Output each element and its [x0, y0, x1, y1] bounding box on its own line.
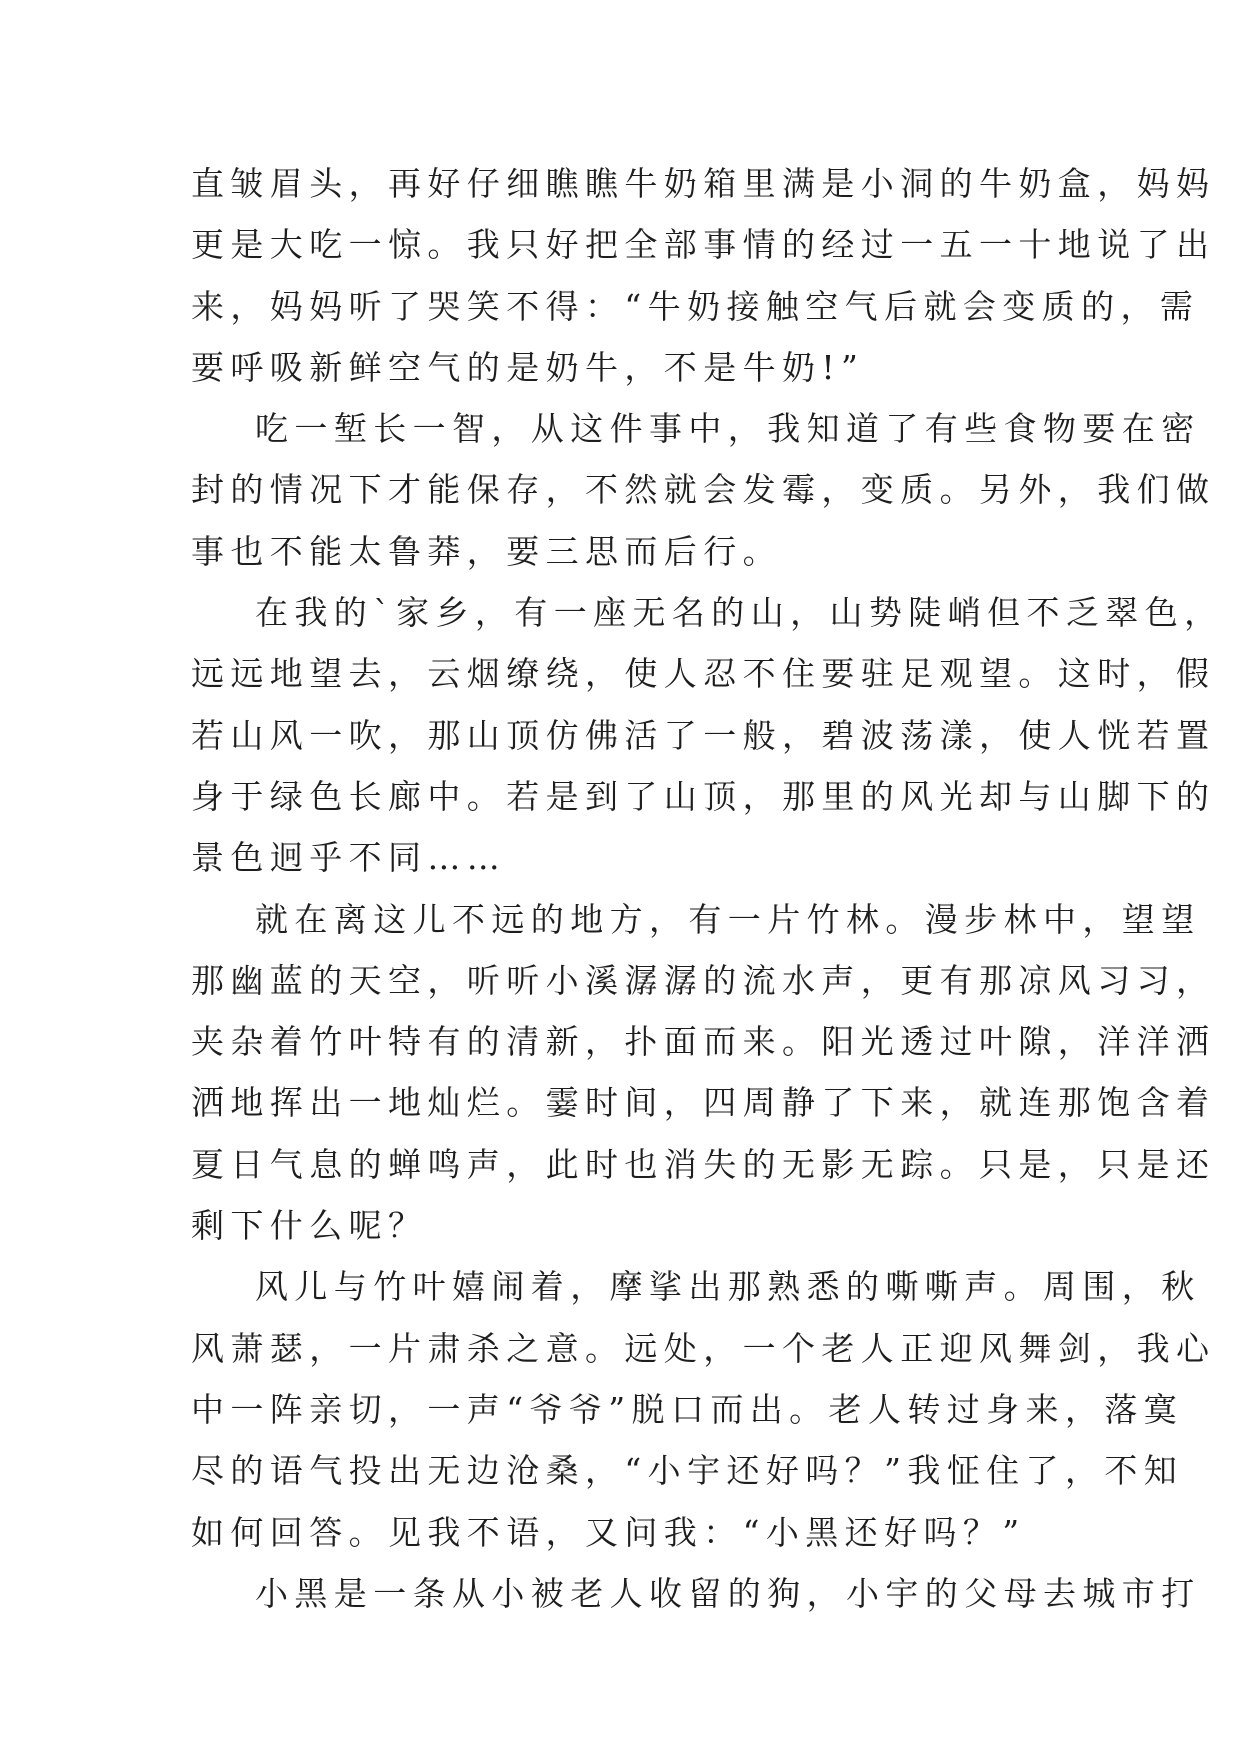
text-line: 若山风一吹，那山顶仿佛活了一般，碧波荡漾，使人恍若置 [191, 715, 1216, 755]
text-line: 小黑是一条从小被老人收留的狗，小宇的父母去城市打 [255, 1573, 1201, 1613]
text-line: 更是大吃一惊。我只好把全部事情的经过一五一十地说了出 [191, 225, 1216, 265]
text-line: 景色迥乎不同…… [191, 838, 507, 878]
text-line: 就在离这儿不远的地方，有一片竹林。漫步林中，望望 [255, 899, 1201, 939]
text-line: 要呼吸新鲜空气的是奶牛，不是牛奶!” [191, 347, 865, 387]
text-line: 直皱眉头，再好仔细瞧瞧牛奶箱里满是小洞的牛奶盒，妈妈 [191, 164, 1216, 203]
text-line: 事也不能太鲁莽，要三思而后行。 [191, 531, 782, 571]
text-line: 中一阵亲切，一声“爷爷”脱口而出。老人转过身来，落寞 [191, 1389, 1184, 1429]
text-line: 身于绿色长廊中。若是到了山顶，那里的风光却与山脚下的 [191, 776, 1216, 816]
text-line: 来，妈妈听了哭笑不得：“牛奶接触空气后就会变质的，需 [191, 286, 1200, 326]
text-line: 风儿与竹叶嬉闹着，摩挲出那熟悉的嘶嘶声。周围，秋 [255, 1267, 1201, 1307]
text-line: 尽的语气投出无边沧桑，“小宇还好吗？”我怔住了，不知 [191, 1451, 1184, 1491]
text-line: 夏日气息的蝉鸣声，此时也消失的无影无踪。只是，只是还 [191, 1144, 1216, 1184]
text-line: 风萧瑟，一片肃杀之意。远处，一个老人正迎风舞剑，我心 [191, 1328, 1216, 1368]
body-text [191, 153, 1224, 1624]
text-line: 如何回答。见我不语，又问我：“小黑还好吗？” [191, 1512, 1026, 1552]
text-line: 夹杂着竹叶特有的清新，扑面而来。阳光透过叶隙，洋洋洒 [191, 1022, 1216, 1062]
text-line: 剩下什么呢？ [191, 1206, 428, 1246]
text-line: 那幽蓝的天空，听听小溪潺潺的流水声，更有那凉风习习， [191, 960, 1216, 1000]
text-line: 在我的`家乡，有一座无名的山，山势陡峭但不乏翠色， [255, 593, 1224, 633]
text-line: 封的情况下才能保存，不然就会发霉，变质。另外，我们做 [191, 470, 1216, 510]
text-line: 吃一堑长一智，从这件事中，我知道了有些食物要在密 [255, 409, 1201, 449]
text-line: 洒地挥出一地灿烂。霎时间，四周静了下来，就连那饱含着 [191, 1083, 1216, 1123]
text-line: 远远地望去，云烟缭绕，使人忍不住要驻足观望。这时，假 [191, 654, 1216, 694]
